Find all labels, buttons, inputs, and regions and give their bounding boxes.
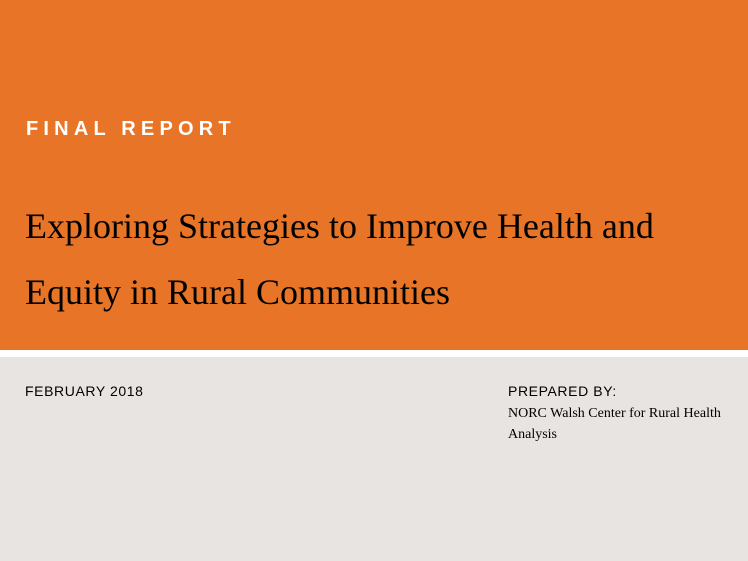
prepared-by-organization: NORC Walsh Center for Rural Health Analysis [508, 406, 721, 442]
publication-date: FEBRUARY 2018 [25, 383, 144, 399]
report-title-line-2: Equity in Rural Communities [25, 272, 450, 312]
report-title-line-1: Exploring Strategies to Improve Health and [25, 206, 654, 246]
report-type-label: FINAL REPORT [26, 118, 236, 140]
report-title [25, 193, 725, 325]
prepared-by-label: PREPARED BY: [508, 383, 617, 399]
